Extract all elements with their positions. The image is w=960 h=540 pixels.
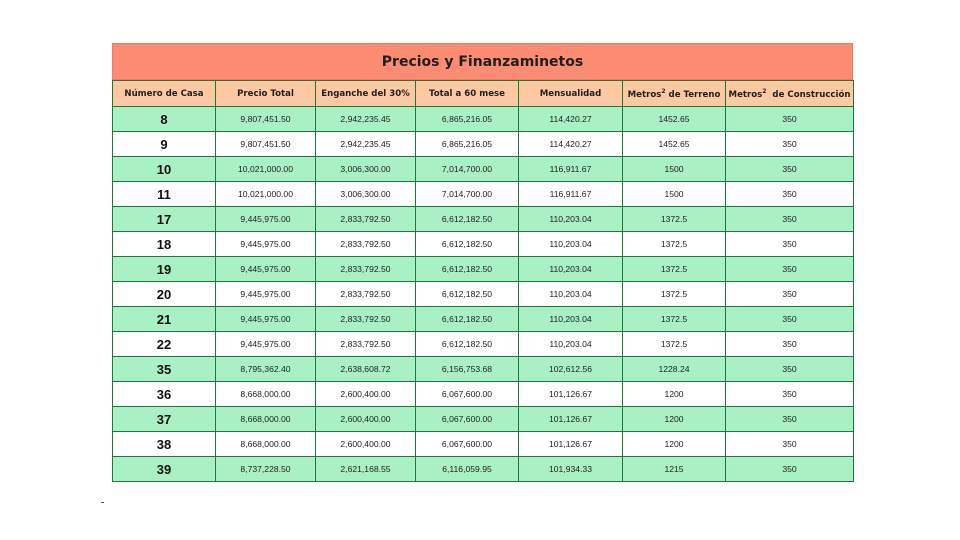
header-row [113, 81, 854, 107]
cell-total-60-months: 6,612,182.50 [416, 282, 519, 307]
cell-total-60-months: 6,612,182.50 [416, 207, 519, 232]
cell-down-payment: 2,942,235.45 [316, 107, 416, 132]
cell-monthly-payment: 110,203.04 [519, 232, 623, 257]
table-row [113, 257, 854, 282]
cell-construction-area: 350 [726, 282, 854, 307]
cell-total-price: 9,445,975.00 [216, 282, 316, 307]
table-row [113, 457, 854, 482]
cell-land-area: 1452.65 [623, 107, 726, 132]
cell-construction-area: 350 [726, 357, 854, 382]
cell-monthly-payment: 101,934.33 [519, 457, 623, 482]
pricing-table [112, 80, 854, 482]
cell-total-60-months: 6,865,216.05 [416, 132, 519, 157]
cell-total-price: 8,795,362.40 [216, 357, 316, 382]
table-row [113, 107, 854, 132]
cell-total-price: 9,807,451.50 [216, 132, 316, 157]
cell-total-60-months: 6,156,753.68 [416, 357, 519, 382]
header-land-metros: Metros [627, 89, 662, 100]
table-row [113, 357, 854, 382]
sheet-title: Precios y Finanzaminetos [112, 43, 853, 80]
cell-construction-area: 350 [726, 207, 854, 232]
cell-total-60-months: 6,612,182.50 [416, 307, 519, 332]
cell-down-payment: 2,833,792.50 [316, 282, 416, 307]
pricing-sheet [112, 43, 853, 482]
cell-down-payment: 2,600,400.00 [316, 382, 416, 407]
header-land-area [623, 81, 726, 107]
cell-total-price: 8,668,000.00 [216, 407, 316, 432]
cell-land-area: 1200 [623, 407, 726, 432]
header-construction-area [726, 81, 854, 107]
cell-house-number: 18 [113, 232, 216, 257]
cell-construction-area: 350 [726, 182, 854, 207]
table-row [113, 382, 854, 407]
cell-total-price: 9,445,975.00 [216, 257, 316, 282]
cell-down-payment: 2,600,400.00 [316, 407, 416, 432]
table-row [113, 182, 854, 207]
cell-total-60-months: 6,612,182.50 [416, 257, 519, 282]
cell-construction-area: 350 [726, 382, 854, 407]
cell-land-area: 1372.5 [623, 257, 726, 282]
cell-monthly-payment: 114,420.27 [519, 107, 623, 132]
header-house-number: Número de Casa [113, 81, 216, 107]
cell-house-number: 22 [113, 332, 216, 357]
cell-land-area: 1372.5 [623, 282, 726, 307]
cell-monthly-payment: 116,911.67 [519, 182, 623, 207]
cell-total-60-months: 6,067,600.00 [416, 432, 519, 457]
cell-land-area: 1200 [623, 432, 726, 457]
cell-house-number: 19 [113, 257, 216, 282]
cell-total-60-months: 7,014,700.00 [416, 182, 519, 207]
cell-monthly-payment: 110,203.04 [519, 332, 623, 357]
header-land-label: de Terreno [665, 89, 721, 100]
cell-total-60-months: 6,067,600.00 [416, 407, 519, 432]
cell-construction-area: 350 [726, 232, 854, 257]
cell-house-number: 10 [113, 157, 216, 182]
cell-total-price: 8,737,228.50 [216, 457, 316, 482]
cell-monthly-payment: 101,126.67 [519, 382, 623, 407]
cell-monthly-payment: 110,203.04 [519, 257, 623, 282]
cell-house-number: 8 [113, 107, 216, 132]
cell-monthly-payment: 110,203.04 [519, 282, 623, 307]
table-row [113, 332, 854, 357]
cell-house-number: 20 [113, 282, 216, 307]
cell-total-price: 9,445,975.00 [216, 207, 316, 232]
table-row [113, 307, 854, 332]
cell-land-area: 1372.5 [623, 232, 726, 257]
cell-total-60-months: 7,014,700.00 [416, 157, 519, 182]
cell-construction-area: 350 [726, 407, 854, 432]
cell-house-number: 17 [113, 207, 216, 232]
cell-monthly-payment: 101,126.67 [519, 407, 623, 432]
cell-monthly-payment: 110,203.04 [519, 307, 623, 332]
header-monthly-payment: Mensualidad [519, 81, 623, 107]
table-row [113, 207, 854, 232]
cell-total-60-months: 6,116,059.95 [416, 457, 519, 482]
cell-total-60-months: 6,865,216.05 [416, 107, 519, 132]
cell-down-payment: 2,833,792.50 [316, 207, 416, 232]
cell-house-number: 9 [113, 132, 216, 157]
cell-construction-area: 350 [726, 107, 854, 132]
cell-total-price: 9,445,975.00 [216, 332, 316, 357]
cell-construction-area: 350 [726, 307, 854, 332]
stray-mark [101, 502, 104, 503]
cell-down-payment: 3,006,300.00 [316, 157, 416, 182]
table-row [113, 407, 854, 432]
table-row [113, 157, 854, 182]
table-row [113, 432, 854, 457]
cell-land-area: 1215 [623, 457, 726, 482]
table-row [113, 132, 854, 157]
cell-down-payment: 2,600,400.00 [316, 432, 416, 457]
cell-down-payment: 2,638,608.72 [316, 357, 416, 382]
cell-house-number: 36 [113, 382, 216, 407]
cell-total-price: 9,445,975.00 [216, 307, 316, 332]
cell-monthly-payment: 110,203.04 [519, 207, 623, 232]
cell-construction-area: 350 [726, 132, 854, 157]
cell-monthly-payment: 116,911.67 [519, 157, 623, 182]
cell-house-number: 39 [113, 457, 216, 482]
header-build-label: de Construcción [766, 89, 851, 100]
cell-house-number: 35 [113, 357, 216, 382]
cell-construction-area: 350 [726, 432, 854, 457]
cell-land-area: 1372.5 [623, 207, 726, 232]
cell-construction-area: 350 [726, 157, 854, 182]
cell-total-price: 8,668,000.00 [216, 432, 316, 457]
table-body [113, 107, 854, 482]
cell-construction-area: 350 [726, 332, 854, 357]
cell-house-number: 37 [113, 407, 216, 432]
cell-total-price: 10,021,000.00 [216, 157, 316, 182]
cell-house-number: 21 [113, 307, 216, 332]
cell-monthly-payment: 102,612.56 [519, 357, 623, 382]
cell-house-number: 38 [113, 432, 216, 457]
cell-down-payment: 2,942,235.45 [316, 132, 416, 157]
cell-house-number: 11 [113, 182, 216, 207]
cell-land-area: 1372.5 [623, 307, 726, 332]
cell-construction-area: 350 [726, 457, 854, 482]
cell-down-payment: 2,833,792.50 [316, 232, 416, 257]
table-row [113, 232, 854, 257]
cell-down-payment: 2,833,792.50 [316, 307, 416, 332]
cell-land-area: 1452.65 [623, 132, 726, 157]
cell-land-area: 1228.24 [623, 357, 726, 382]
cell-land-area: 1200 [623, 382, 726, 407]
header-build-metros: Metros [728, 89, 763, 100]
cell-land-area: 1372.5 [623, 332, 726, 357]
cell-total-price: 9,807,451.50 [216, 107, 316, 132]
cell-total-price: 8,668,000.00 [216, 382, 316, 407]
cell-down-payment: 3,006,300.00 [316, 182, 416, 207]
cell-down-payment: 2,833,792.50 [316, 257, 416, 282]
header-total-price: Precio Total [216, 81, 316, 107]
cell-land-area: 1500 [623, 182, 726, 207]
cell-total-price: 9,445,975.00 [216, 232, 316, 257]
cell-total-price: 10,021,000.00 [216, 182, 316, 207]
cell-total-60-months: 6,612,182.50 [416, 232, 519, 257]
header-total-60-months: Total a 60 mese [416, 81, 519, 107]
cell-total-60-months: 6,067,600.00 [416, 382, 519, 407]
header-down-payment: Enganche del 30% [316, 81, 416, 107]
cell-down-payment: 2,621,168.55 [316, 457, 416, 482]
cell-monthly-payment: 114,420.27 [519, 132, 623, 157]
cell-total-60-months: 6,612,182.50 [416, 332, 519, 357]
cell-land-area: 1500 [623, 157, 726, 182]
cell-down-payment: 2,833,792.50 [316, 332, 416, 357]
cell-construction-area: 350 [726, 257, 854, 282]
header-land-squared: 2 [661, 87, 666, 95]
header-build-squared: 2 [762, 87, 767, 95]
table-row [113, 282, 854, 307]
cell-monthly-payment: 101,126.67 [519, 432, 623, 457]
